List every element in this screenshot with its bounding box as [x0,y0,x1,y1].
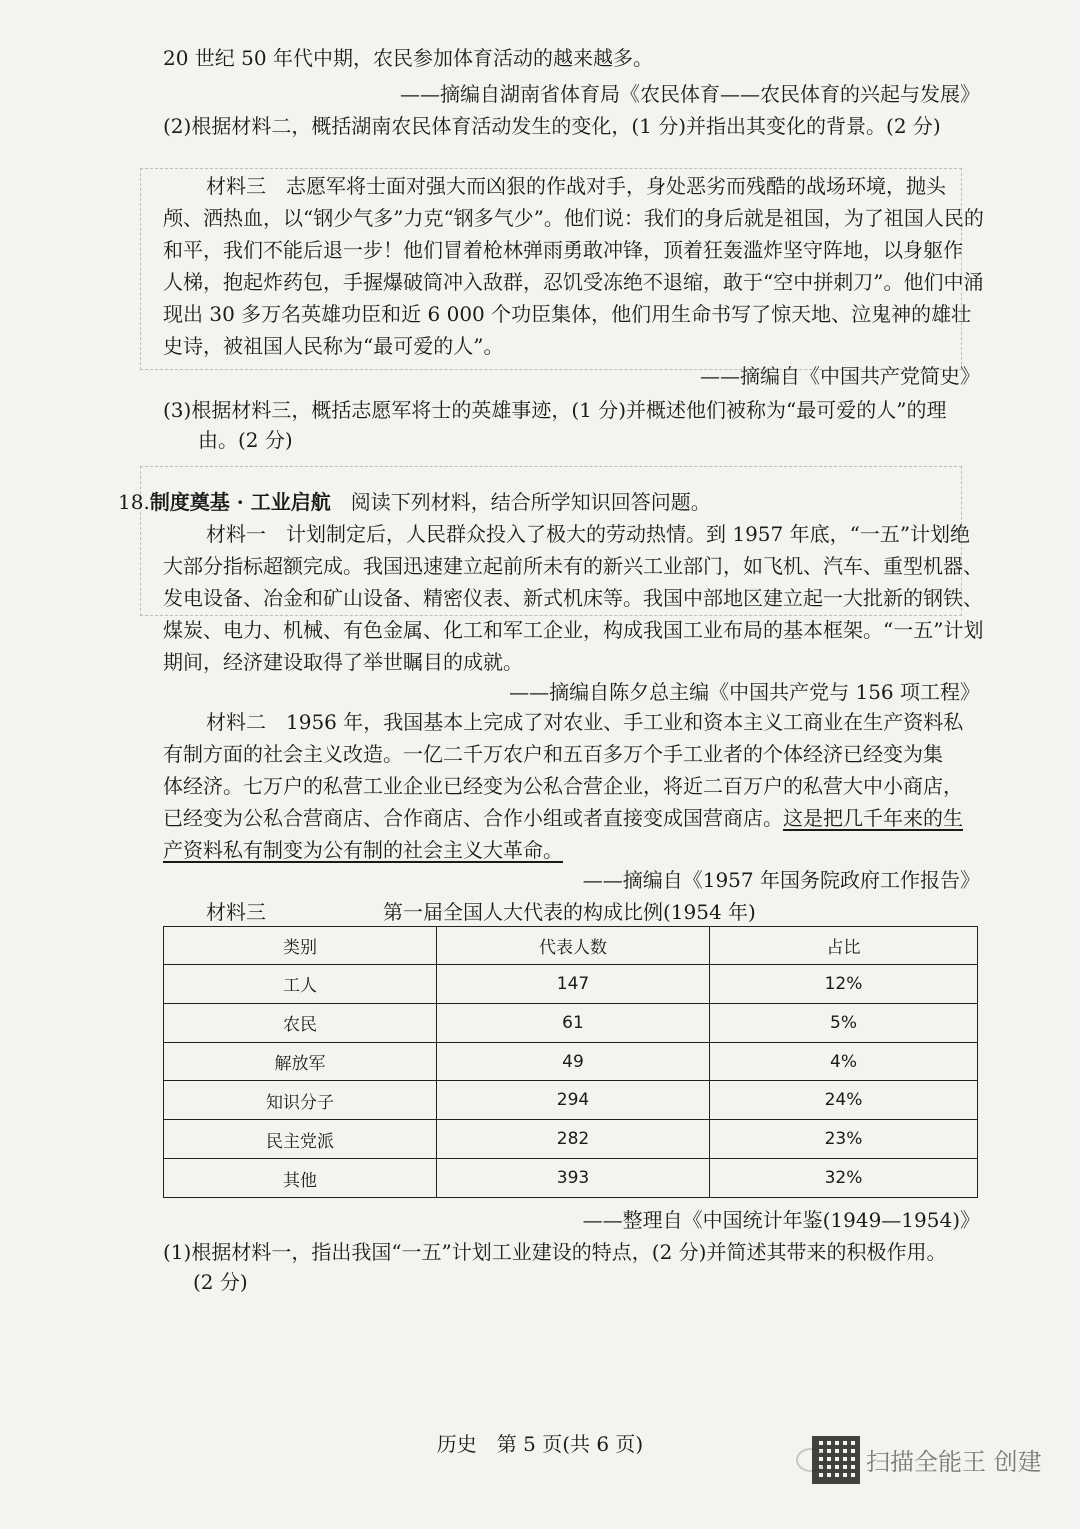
table-row [164,1159,978,1198]
material-3-line: 现出 30 多万名英雄功臣和近 6 000 个功臣集体，他们用生命书写了惊天地、泣鬼神的雄壮 [163,302,972,326]
material-1-line: 大部分指标超额完成。我国迅速建立起前所未有的新兴工业部门，如飞机、汽车、重型机器、 [163,554,983,578]
material-2-line: 体经济。七万户的私营工业企业已经变为公私合营企业，将近二百万户的私营大中小商店， [163,774,963,798]
source-citation: ——摘编自陈夕总主编《中国共产党与 156 项工程》 [509,680,980,704]
watermark-text: 扫描全能王 创建 [866,1448,1042,1476]
percent-cell: 32% [710,1159,978,1198]
percent-cell: 24% [710,1081,978,1120]
table-row [164,1120,978,1159]
question-18-1-continued: (2 分) [193,1270,248,1294]
text-line: 20 世纪 50 年代中期，农民参加体育活动的越来越多。 [163,46,653,70]
table-row [164,965,978,1004]
count-cell: 282 [437,1120,710,1159]
underlined-text: 产资料私有制变为公有制的社会主义大革命。 [163,838,563,862]
question-title: 制度奠基 · 工业启航 [149,490,331,514]
material-2-line: 有制方面的社会主义改造。一亿二千万农户和五百多万个手工业者的个体经济已经变为集 [163,742,943,766]
underlined-text: 这是把几千年来的生 [783,806,963,830]
category-cell: 工人 [164,965,437,1004]
percent-cell: 5% [710,1003,978,1042]
category-cell: 农民 [164,1003,437,1042]
percent-cell: 23% [710,1120,978,1159]
count-cell: 393 [437,1159,710,1198]
question-3-continued: 由。(2 分) [198,428,293,452]
material-1-line: 煤炭、电力、机械、有色金属、化工和军工企业，构成我国工业布局的基本框架。“一五”计划 [163,618,984,642]
material-3-line: 颅、洒热血，以“钢少气多”力克“钢多气少”。他们说：我们的身后就是祖国，为了祖国人民的 [163,206,984,230]
material-1-line: 期间，经济建设取得了举世瞩目的成就。 [163,650,523,674]
question-number: 18. [118,490,150,514]
source-citation: ——整理自《中国统计年鉴(1949—1954)》 [582,1208,980,1232]
source-citation: ——摘编自《中国共产党简史》 [700,364,980,388]
material-2-line [163,804,963,832]
percent-cell: 4% [710,1042,978,1081]
category-cell: 知识分子 [164,1081,437,1120]
qr-code-icon [812,1436,860,1484]
scanner-watermark [812,1432,1056,1502]
source-citation: ——摘编自《1957 年国务院政府工作报告》 [582,868,980,892]
material-3-line: 人梯，抱起炸药包，手握爆破筒冲入敌群，忍饥受冻绝不退缩，敢于“空中拼刺刀”。他们中涌 [163,270,984,294]
question-intro: 阅读下列材料，结合所学知识回答问题。 [350,490,711,514]
table-header-cell: 占比 [710,927,978,965]
question-18-1: (1)根据材料一，指出我国“一五”计划工业建设的特点，(2 分)并简述其带来的积极作用。 [163,1240,947,1264]
count-cell: 147 [437,965,710,1004]
count-cell: 61 [437,1003,710,1042]
page-footer: 历史 第 5 页(共 6 页) [436,1432,644,1456]
count-cell: 49 [437,1042,710,1081]
representatives-table [163,926,978,1198]
question-18-header [118,488,711,516]
material-3-line: 和平，我们不能后退一步！他们冒着枪林弹雨勇敢冲锋，顶着狂轰滥炸坚守阵地，以身躯作 [163,238,963,262]
category-cell: 解放军 [164,1042,437,1081]
table-header-cell: 代表人数 [437,927,710,965]
material-1-line: 发电设备、冶金和矿山设备、精密仪表、新式机床等。我国中部地区建立起一大批新的钢铁、 [163,586,983,610]
table-row [164,1081,978,1120]
table-title: 第一届全国人大代表的构成比例(1954 年) [383,900,756,924]
count-cell: 294 [437,1081,710,1120]
question-3: (3)根据材料三，概括志愿军将士的英雄事迹，(1 分)并概述他们被称为“最可爱的人”的理 [163,398,947,422]
table-row [164,1003,978,1042]
table-row [164,1042,978,1081]
material-3-line: 材料三 志愿军将士面对强大而凶狠的作战对手，身处恶劣而残酷的战场环境，抛头 [206,174,946,198]
table-header-cell: 类别 [164,927,437,965]
material-2-text: 已经变为公私合营商店、合作商店、合作小组或者直接变成国营商店。 [163,806,783,830]
category-cell: 其他 [164,1159,437,1198]
material-3-line: 史诗，被祖国人民称为“最可爱的人”。 [163,334,504,358]
question-2: (2)根据材料二，概括湖南农民体育活动发生的变化，(1 分)并指出其变化的背景。(2 分) [163,114,941,138]
material-1-line: 材料一 计划制定后，人民群众投入了极大的劳动热情。到 1957 年底，“一五”计划绝 [206,522,971,546]
source-citation: ——摘编自湖南省体育局《农民体育——农民体育的兴起与发展》 [400,82,980,106]
material-3-label: 材料三 [206,900,266,924]
percent-cell: 12% [710,965,978,1004]
category-cell: 民主党派 [164,1120,437,1159]
material-2-line: 材料二 1956 年，我国基本上完成了对农业、手工业和资本主义工商业在生产资料私 [206,710,964,734]
